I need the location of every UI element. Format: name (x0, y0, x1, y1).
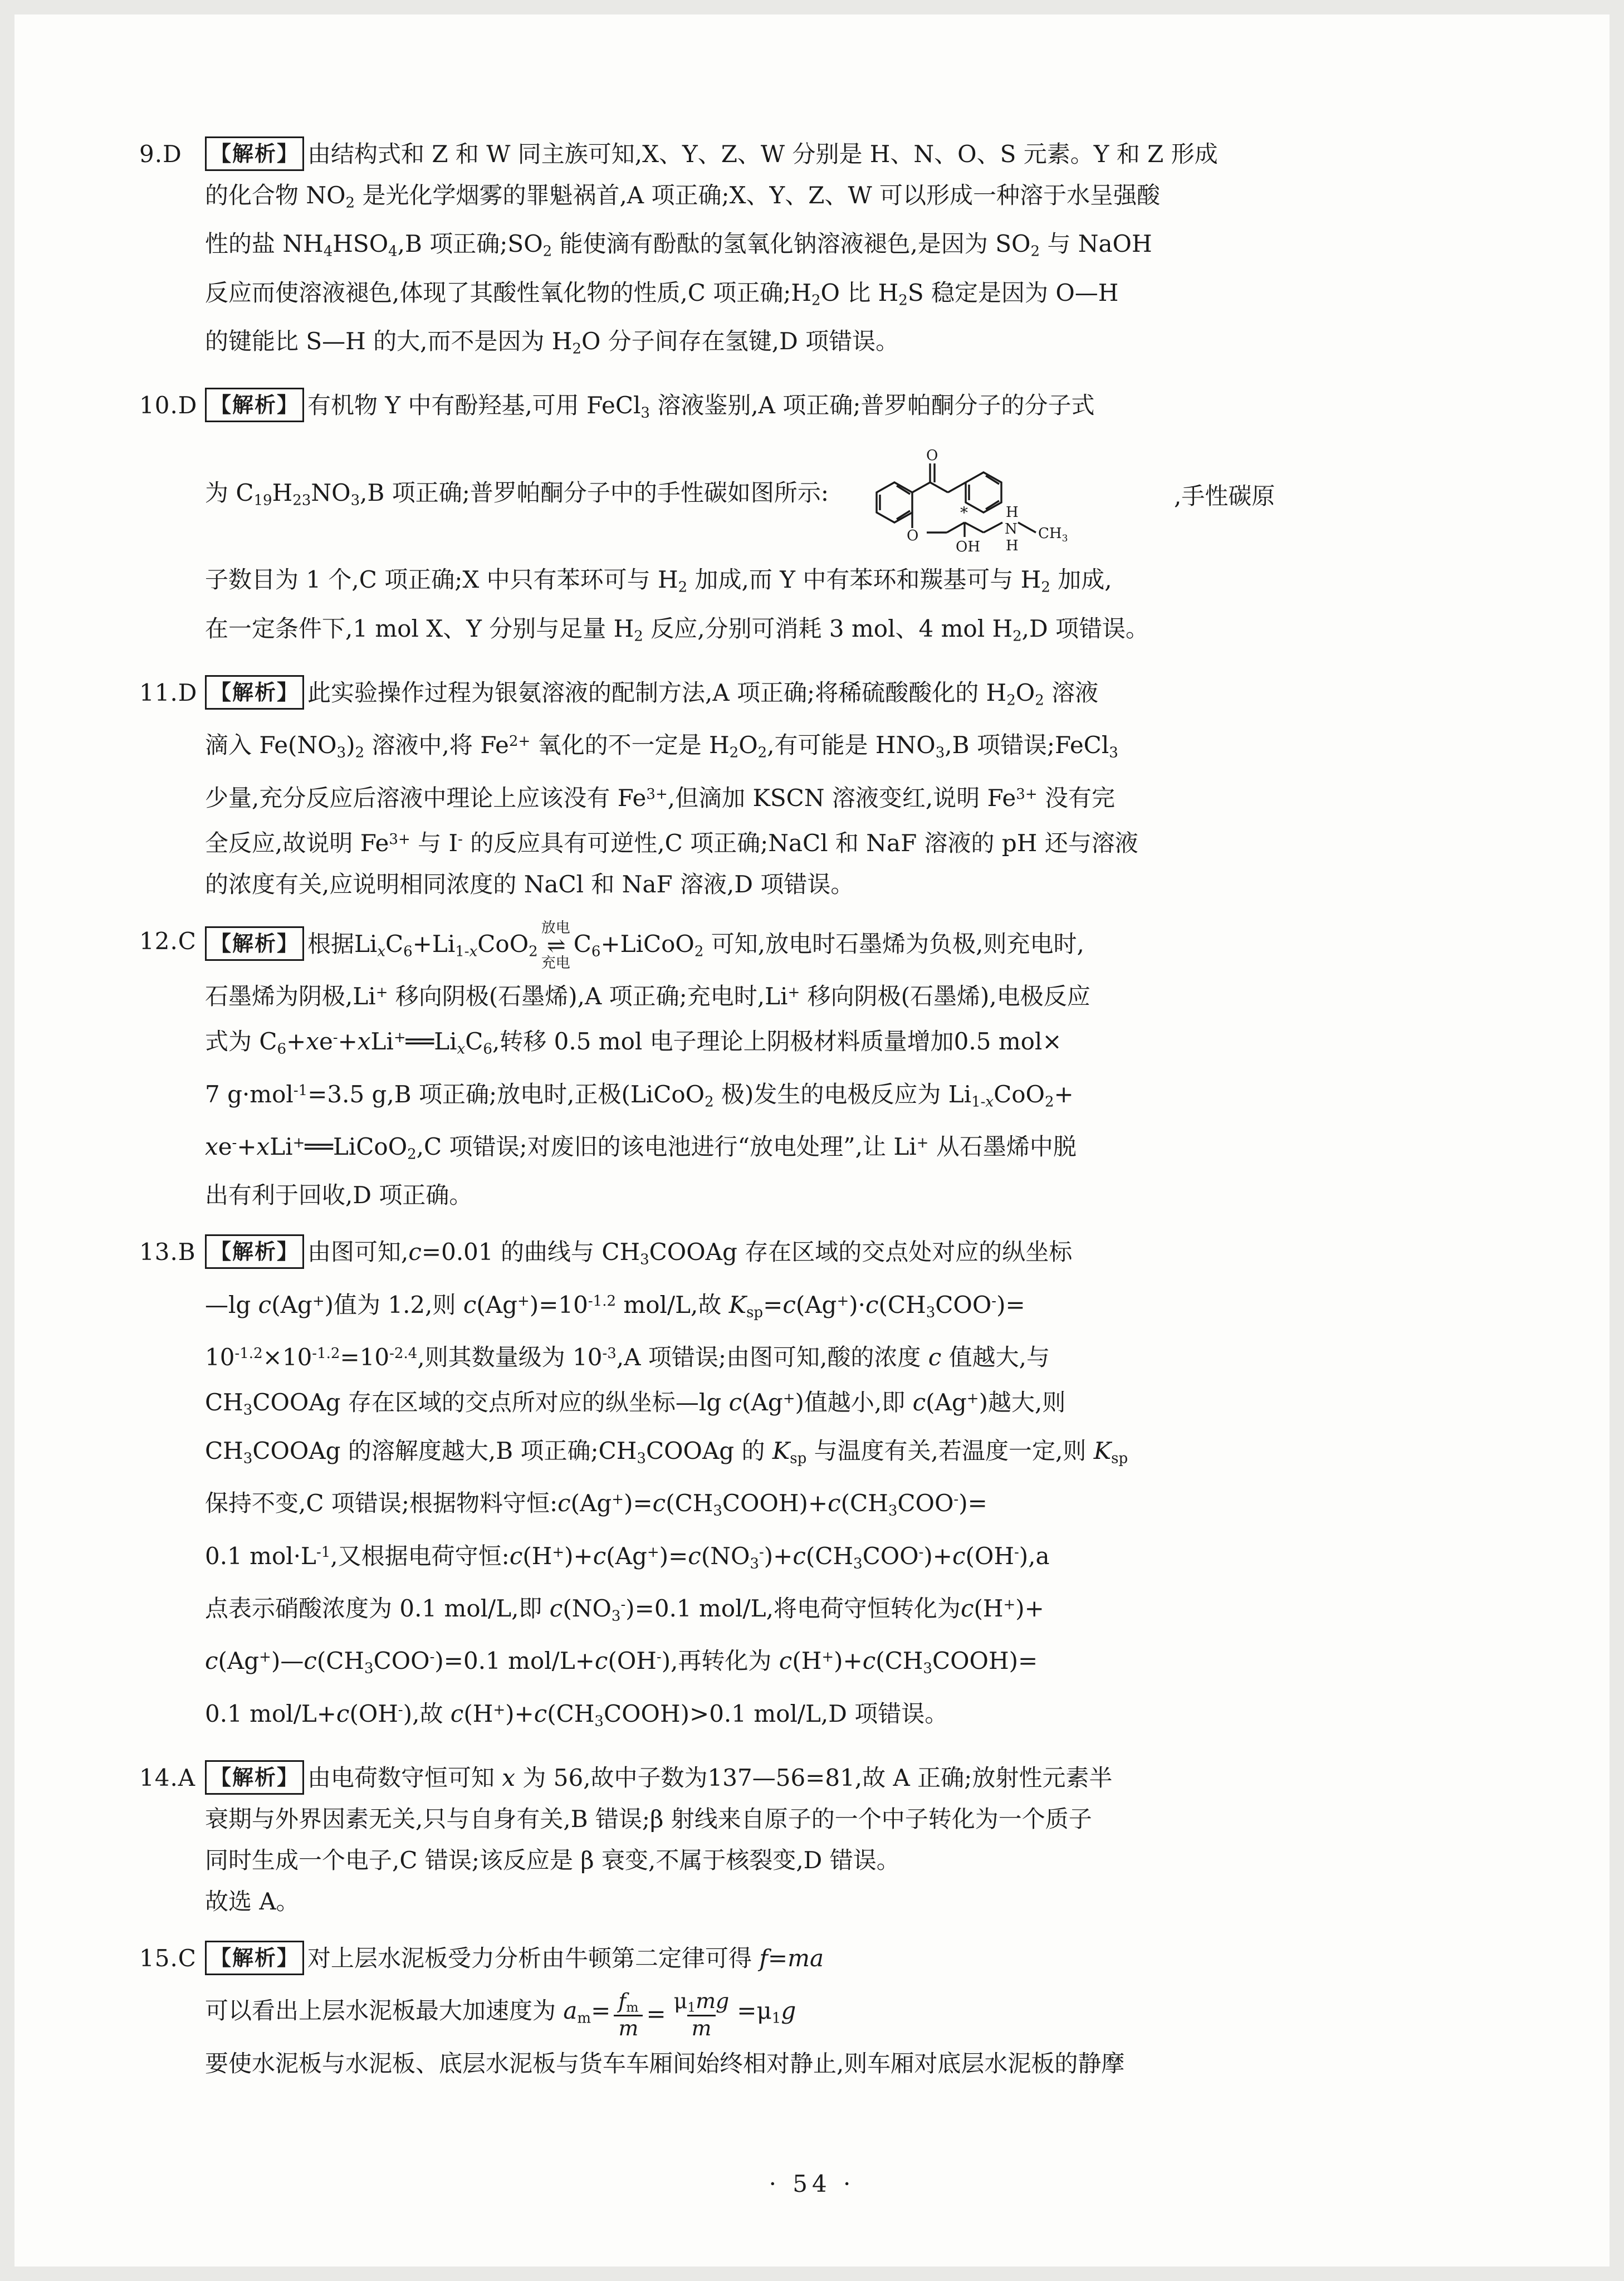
structure-label-oh: OH (956, 539, 981, 556)
analysis-tag: 【解析】 (205, 675, 304, 710)
item-number-10: 10.D (139, 392, 198, 419)
item-12-line-6: 出有利于回收,D 项正确。 (205, 1181, 473, 1209)
item-12-line-1: 根据$Li_xC_6+Li_{1-x}CoO_2$ 放电 ⇌ 充电 $C_6+LiCoO_2$ 可知,放电时石墨烯为负极,则充电时, (307, 919, 1084, 972)
item-15-line-2: 可以看出上层水泥板最大加速度为 $a_m=$ (205, 1996, 611, 2027)
item-body-9 (205, 134, 1513, 369)
item-13-line-10: 0.1 mol/L+c(OH-),故 $c(H^+)+c(CH_3COOH)>0.1$ mol/L,D 项错误。 (205, 1699, 948, 1730)
item-10-line-1: 有机物 Y 中有酚羟基,可用 FeCl$_3$ 溶液鉴别,A 项正确;普罗帕酮分子的分子式 (307, 392, 1095, 422)
analysis-tag: 【解析】 (205, 1760, 304, 1795)
answer-item-13 (139, 1232, 1513, 1742)
item-number-14: 14.A (139, 1764, 196, 1791)
analysis-tag: 【解析】 (205, 1234, 304, 1269)
item-13-line-7: 0.1 $mol\cdot L^{-1}$,又根据电荷守恒$:c(H^+)+c(Ag^+)=c(NO_3^-)+c(CH_3COO^-)+c(OH^-),a$ (205, 1542, 1050, 1572)
item-13-line-3: $10^{-1.2}\times 10^{-1.2}=10^{-2.4}$,则其数量级为 $10^{-3},A$ 项错误;由图可知,酸的浓度 c 值越大,与 (205, 1343, 1050, 1371)
analysis-tag: 【解析】 (205, 1941, 304, 1975)
item-9-line-2: 的化合物 $NO_2$ 是光化学烟雾的罪魁祸首,A 项正确;X、Y、Z、W 可以形成一种溶于水呈强酸 (205, 182, 1160, 212)
item-body-12 (205, 921, 1513, 1217)
item-10-line-2: 为 $C_{19}H_{23}NO_3,B$ 项正确;普罗帕酮分子中的手性碳如图所示: (205, 478, 829, 509)
page-edge-right (1610, 0, 1624, 2281)
structure-label-nh-h-bottom: H (1006, 538, 1019, 555)
item-body-14 (205, 1757, 1513, 1922)
fraction-denominator: m (687, 2015, 716, 2040)
page-edge-bottom (0, 2267, 1624, 2281)
double-arrow-icon: ⇌ (546, 932, 565, 959)
item-11-line-1: 此实验操作过程为银氨溶液的配制方法,A 项正确;将稀硫酸酸化的 $H_2O_2$ 溶液 (307, 678, 1099, 709)
item-12-line-4: 7 g·mol$^{-1}$=3.5 g,B 项正确;放电时,正极(LiCoO$_2$ 极)发生的电极反应为 $Li_{1-x}CoO_2+$ (205, 1080, 1074, 1110)
reaction-arrow-bottom-label: 充电 (541, 955, 570, 972)
answer-item-10 (139, 385, 1513, 657)
structure-label-ch3: $CH_3$ (1038, 525, 1068, 545)
item-12-line-2: 石墨烯为阴极,Li+ 移向阴极(石墨烯),A 项正确;充电时,Li+ 移向阴极(石墨烯),电极反应 (205, 983, 1090, 1010)
item-14-line-4: 故选 A。 (205, 1887, 300, 1915)
formula-equals-1: = (646, 2000, 666, 2028)
formula-fraction-fm-over-m (614, 1989, 643, 2040)
fraction-numerator: $\mu_1mg$ (673, 1988, 730, 2015)
reaction-arrow (541, 921, 570, 971)
item-11-line-5: 的浓度有关,应说明相同浓度的 NaCl 和 NaF 溶液,D 项错误。 (205, 870, 854, 898)
item-15-line-1: 对上层水泥板受力分析由牛顿第二定律可得 f=ma (307, 1944, 824, 1972)
structure-label-carbonyl-o: O (926, 447, 938, 465)
answer-item-15 (139, 1938, 1513, 2084)
item-10-line-3: ,手性碳原 (1174, 482, 1275, 510)
item-13-line-5: $CH_3COOAg$ 的溶解度越大,B 项正确$;CH_3COOAg$ 的 $K_{sp}$ 与温度有关,若温度一定,则 $K_{sp}$ (205, 1437, 1128, 1467)
page-footer: · 54 · (769, 2170, 855, 2197)
analysis-tag: 【解析】 (205, 926, 304, 961)
item-10-line-5: 在一定条件下,1 mol X、Y 分别与足量 $H_2$ 反应,分别可消耗 3 mol、4 mol $H_2,D$ 项错误。 (205, 614, 1149, 644)
item-14-line-2: 衰期与外界因素无关,只与自身有关,B 错误;β 射线来自原子的一个中子转化为一个质子 (205, 1805, 1092, 1833)
item-12-line-3: 式为 $C_6+xe^-+xLi^+══Li_xC_6$,转移 0.5 mol 电子理论上阴极材料质量增加0.5 mol× (205, 1028, 1062, 1058)
page-edge-top (0, 0, 1624, 14)
structure-label-n: N (1005, 521, 1018, 538)
item-13-line-6: 保持不变,C 项错误;根据物料守恒$:c(Ag^+)=c(CH_3COOH)+c(CH_3COO^-)=$ (205, 1489, 987, 1520)
item-9-line-4: 反应而使溶液褪色,体现了其酸性氧化物的性质,C 项正确$;H_2O$ 比 $H_2S$ 稳定是因为 O—H (205, 279, 1119, 309)
fraction-denominator: m (614, 2015, 643, 2040)
answer-item-12 (139, 921, 1513, 1217)
structure-label-ether-o: O (907, 527, 919, 545)
item-10-line-4: 子数目为 1 个,C 项正确;X 中只有苯环可与 $H_2$ 加成,而 Y 中有苯环和羰基可与 $H_2$ 加成, (205, 566, 1112, 596)
answer-item-9 (139, 134, 1513, 369)
item-9-line-1: 由结构式和 Z 和 W 同主族可知,X、Y、Z、W 分别是 H、N、O、S 元素。Y 和 Z 形成 (307, 140, 1218, 168)
item-14-line-1: 由电荷数守恒可知 x 为 56,故中子数为137—56=81,故 A 正确;放射性元素半 (307, 1764, 1113, 1791)
item-11-line-3: 少量,充分反应后溶液中理论上应该没有 $Fe^{3+}$,但滴加 KSCN 溶液变红,说明 $Fe^{3+}$ 没有完 (205, 784, 1116, 812)
item-13-line-2: —lg c(Ag+)值为 1.2,则 $c(Ag^+)=10^{-1.2}$ mol/L,故 $K_{sp}=c(Ag^+)\cdot c(CH_3COO^-)=$ (205, 1291, 1025, 1321)
item-11-line-4: 全反应,故说明 $Fe^{3+}$ 与 I- 的反应具有可逆性,C 项正确;NaCl 和 NaF 溶液的 pH 还与溶液 (205, 829, 1138, 857)
item-body-11 (205, 672, 1513, 905)
formula-result: $=\mu_1g$ (737, 1996, 796, 2027)
fraction-numerator: $f_m$ (618, 1988, 639, 2015)
item-12-line-5: xe-+xLi+══LiCoO$_2$,C 项错误;对废旧的该电池进行“放电处理”,让 Li+ 从石墨烯中脱 (205, 1132, 1077, 1163)
reaction-arrow-top-label: 放电 (541, 919, 570, 936)
item-number-11: 11.D (139, 678, 198, 706)
item-9-line-5: 的键能比 S—H 的大,而不是因为 $H_2O$ 分子间存在氢键,D 项错误。 (205, 327, 899, 358)
propafenone-chiral-carbon-structure (829, 439, 1174, 556)
answer-item-11 (139, 672, 1513, 905)
item-15-line-3: 要使水泥板与水泥板、底层水泥板与货车车厢间始终相对静止,则车厢对底层水泥板的静摩 (205, 2050, 1125, 2078)
item-body-15 (205, 1938, 1513, 2084)
structure-label-nh-h-top: H (1006, 504, 1019, 521)
analysis-tag: 【解析】 (205, 388, 304, 422)
item-14-line-3: 同时生成一个电子,C 错误;该反应是 β 衰变,不属于核裂变,D 错误。 (205, 1846, 900, 1874)
page-edge-left (0, 0, 14, 2281)
item-number-9: 9.D (139, 140, 182, 168)
item-9-line-3: 性的盐 $NH_4HSO_4,B$ 项正确$;SO_2$ 能使滴有酚酞的氢氧化钠溶液褪色,是因为 $SO_2$ 与 NaOH (205, 230, 1152, 260)
item-13-line-8: 点表示硝酸浓度为 0.1 mol/L,即 $c(NO_3^-)=0.1$ mol/L,将电荷守恒转化为c(H+)+ (205, 1595, 1044, 1625)
formula-fraction-mu1mg-over-m (669, 1989, 734, 2040)
item-11-line-2: 滴入 $Fe(NO_3)_2$ 溶液中,将 $Fe^{2+}$ 氧化的不一定是 $H_2O_2$,有可能是 $HNO_3,B$ 项错误;FeCl$_3$ (205, 731, 1118, 761)
item-number-15: 15.C (139, 1944, 197, 1972)
answer-item-14 (139, 1757, 1513, 1922)
analysis-tag: 【解析】 (205, 136, 304, 171)
item-number-13: 13.B (139, 1238, 196, 1266)
item-15-formula-line (205, 1989, 1513, 2040)
item-body-13 (205, 1232, 1513, 1742)
item-13-line-1: 由图可知,c=0.01 的曲线与 $CH_3COOAg$ 存在区域的交点处对应的纵坐标 (307, 1238, 1073, 1268)
item-13-line-9: $c(Ag^+)—c(CH_3COO^-)=0.1$ mol/L+c(OH-),再转化为 $c(H^+)+c(CH_3COOH)=$ (205, 1647, 1038, 1677)
structure-label-asterisk: * (960, 504, 968, 522)
item-10-structure-line (205, 433, 1513, 559)
item-number-12: 12.C (139, 927, 197, 955)
item-body-10 (205, 385, 1513, 657)
item-13-line-4: $CH_3COOAg$ 存在区域的交点所对应的纵坐标—lg c(Ag+)值越小,即 c(Ag+)越大,则 (205, 1388, 1066, 1419)
